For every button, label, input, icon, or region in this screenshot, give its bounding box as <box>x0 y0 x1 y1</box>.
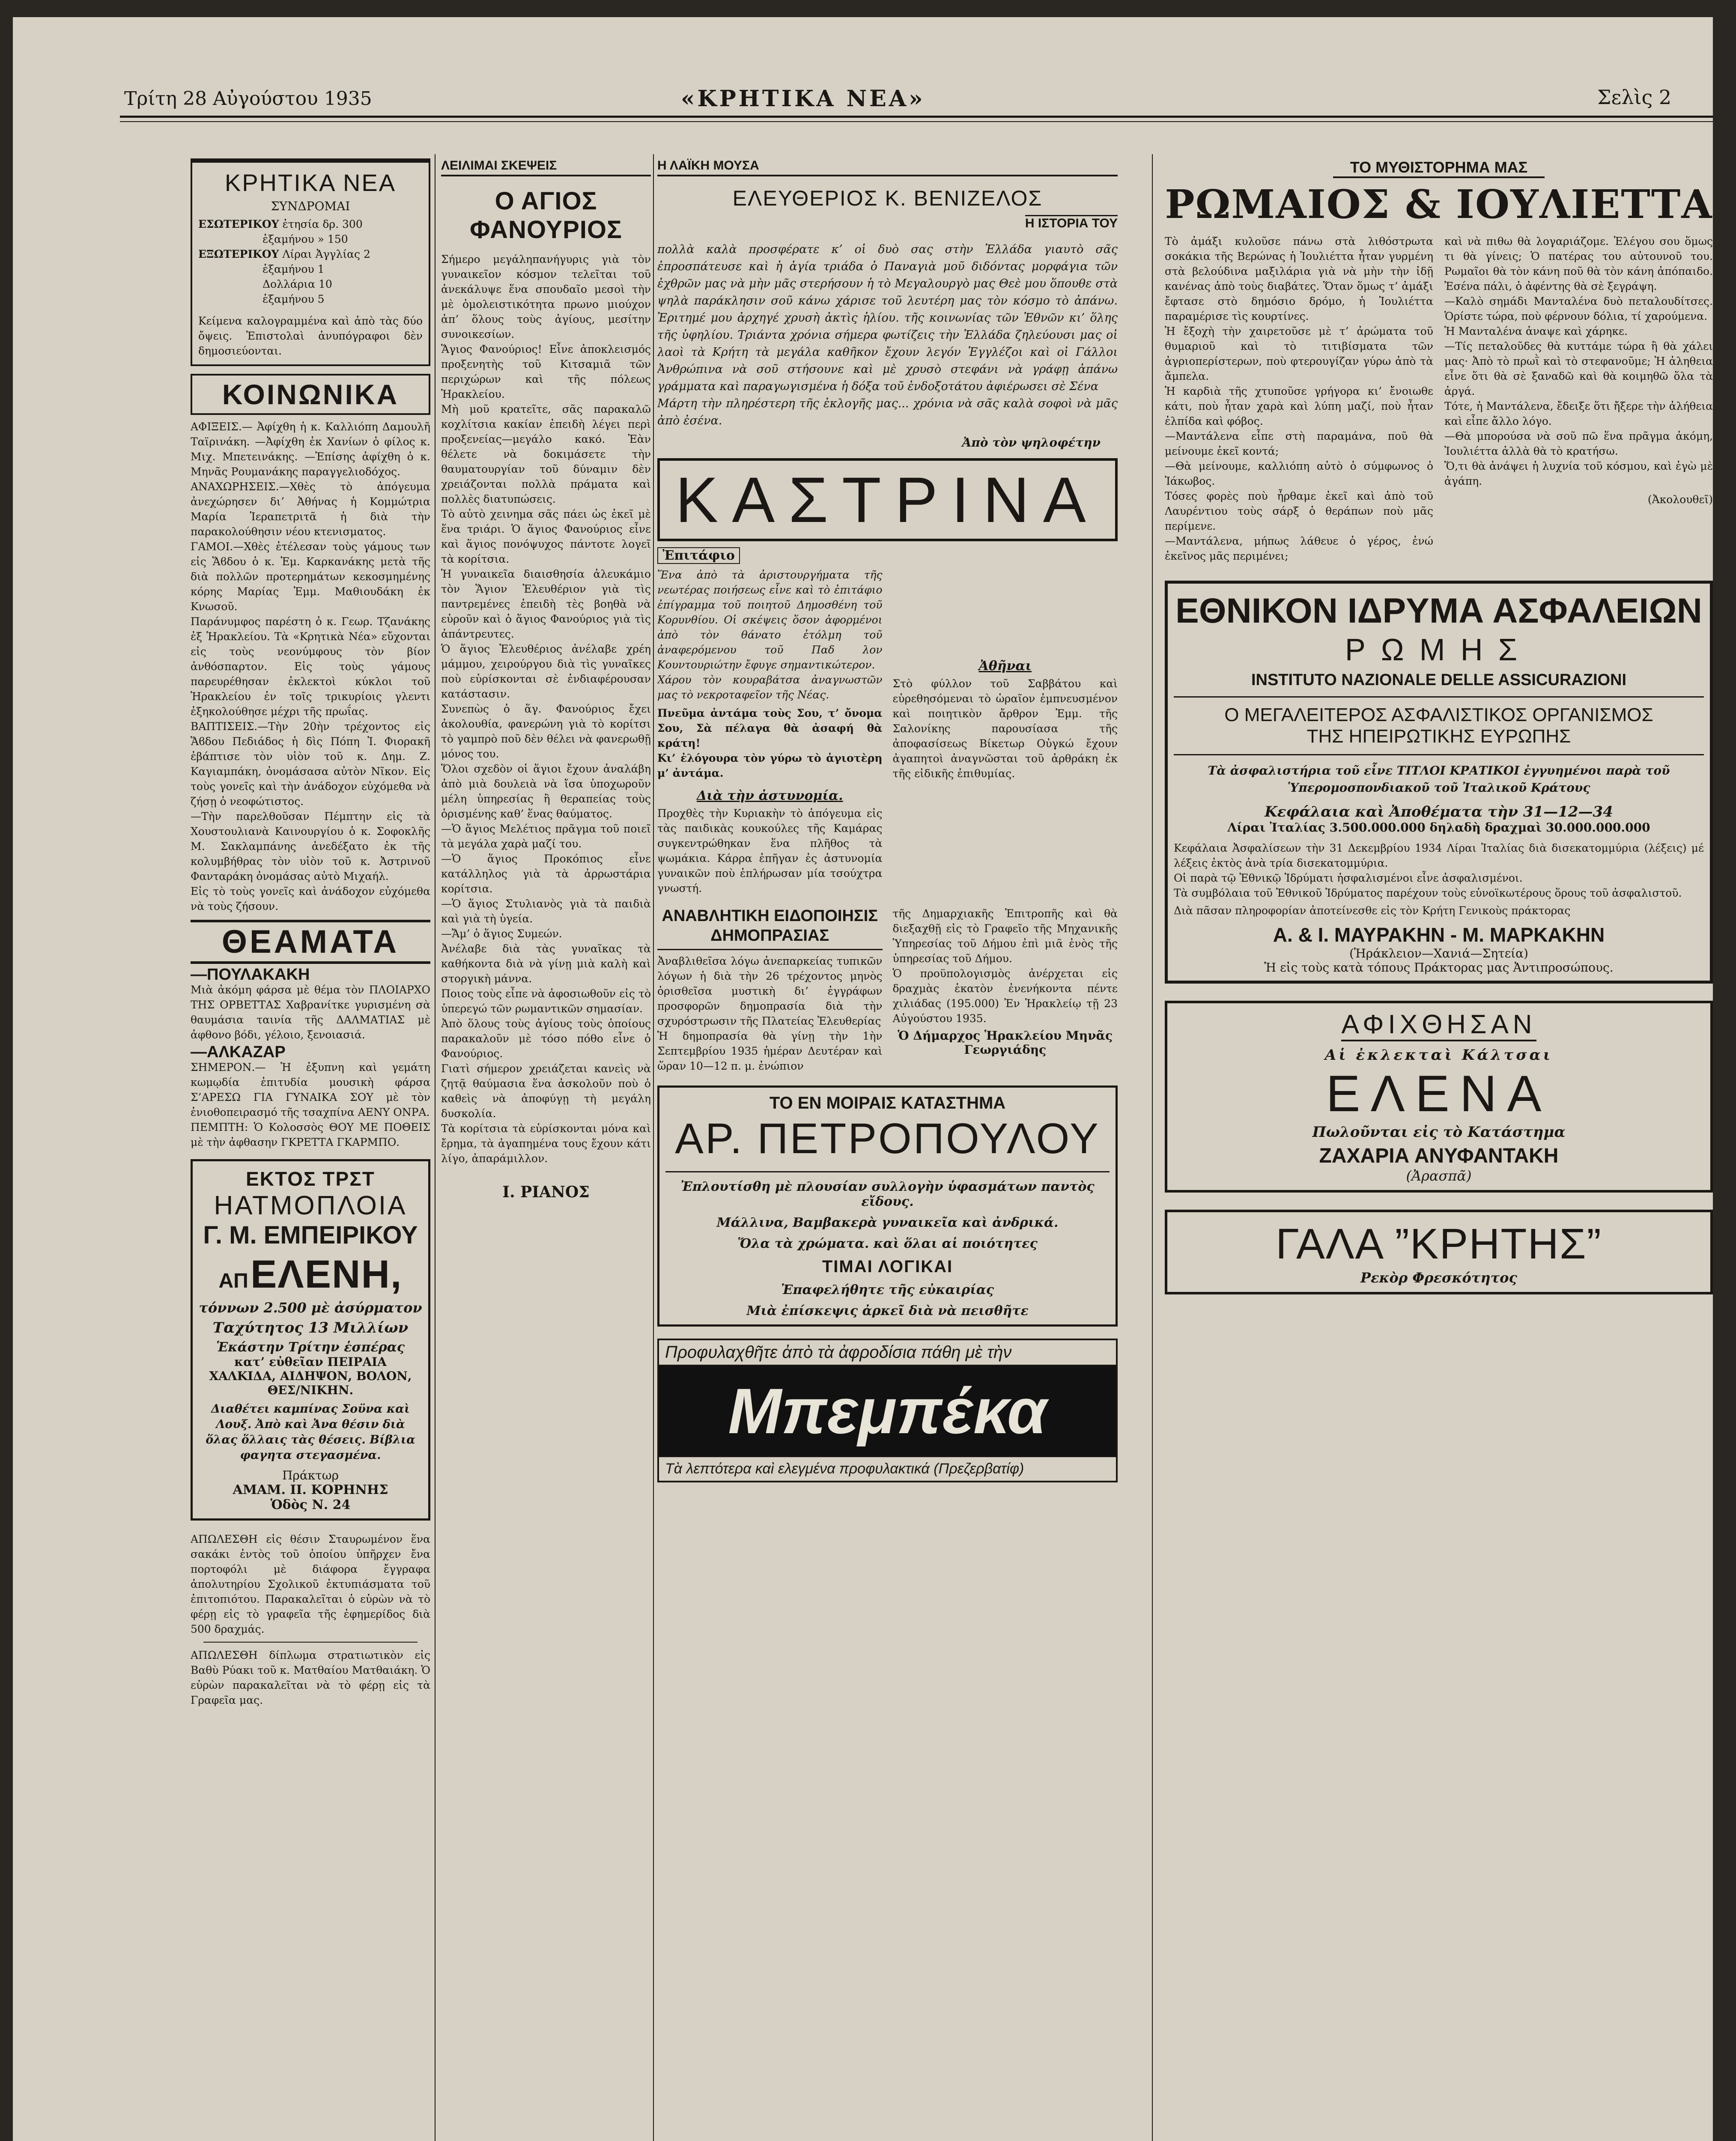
insurance-text-1: Τὰ ἀσφαλιστήρια τοῦ εἶνε ΤΙΤΛΟΙ ΚΡΑΤΙΚΟΙ ἐγγυημένοι παρὰ τοῦ Ὑπερομοσπονδιακοῦ τοῦ Ἰταλικοῦ Κράτους <box>1208 763 1670 795</box>
insurance-text-2: Κεφάλαια καὶ Ἀποθέματα τὴν 31—12—34 <box>1265 803 1613 820</box>
paragraph: —Ὁ ἅγιος Στυλιανὸς γιὰ τὰ παιδιὰ καὶ γιὰ τὴ ὑγεία. <box>441 898 651 925</box>
exterior-label: ΕΞΩΤΕΡΙΚΟΥ <box>198 248 279 260</box>
paragraph: Ἀνέλαβε διὰ τὰς γυναῖκας τὰ καθήκοντα διὰ νὰ γίνῃ μιὰ καλὴ καὶ στοργικὴ μάννα. <box>441 942 651 985</box>
divider <box>203 1642 418 1643</box>
column-4 <box>1165 158 1713 2141</box>
social-arrivals: ΑΦΙΞΕΙΣ.— Ἀφίχθη ἡ κ. Καλλιόπη Δαμουλῆ Ταϊρινάκη. —Ἀφίχθη ἐκ Χανίων ὁ φίλος κ. Μιχ. Μπετεινάκης. —Ἐπίσης ἀφίχθη ὁ κ. Μηνᾶς Ρουμανάκης παραγγελιοδόχος. <box>191 420 430 478</box>
stockings-brand: ΕΛΕΝΑ <box>1326 1065 1552 1122</box>
paragraph: Ἡ Μανταλένα ἀναψε καὶ χάρηκε. <box>1444 325 1628 337</box>
poem-title: ΕΛΕΥΘΕΡΙΟΣ Κ. ΒΕΝΙΖΕΛΟΣ <box>732 186 1043 210</box>
exterior-rate-4: ἑξαμήνου 5 <box>262 293 325 305</box>
paragraph: Συνεπὼς ὁ ἅγ. Φανούριος ἔχει ἀκολουθία, φανερώνη γιὰ τὸ κορίτσι τὸ γαμπρὸ ποῦ δὲν θέλει νὰ φανερωθῇ μόνος του. <box>441 703 651 760</box>
theater-listings <box>191 967 430 1150</box>
story-kicker: Η ΙΣΤΟΡΙΑ ΤΟΥ <box>1025 215 1118 233</box>
shop-line-2: Μάλλινα, Βαμβακερὰ γυναικεῖα καὶ ἀνδρικά. <box>716 1215 1059 1230</box>
ship-ad <box>191 1159 430 1521</box>
subscriptions-title: ΚΡΗΤΙΚΑ ΝΕΑ <box>224 169 397 196</box>
insurance-text-4: Κεφάλαια Ἀσφαλίσεων τὴν 31 Δεκεμβρίου 1934 Λίραι Ἰταλίας διὰ δισεκατομμύρια (λέξεις) μέ λέξεις ἐκτὸς ἀνὰ τρία δισεκατομμύρια. <box>1174 842 1704 869</box>
story-kicker-row <box>657 215 1118 233</box>
social-best-man: Παράνυμφος παρέστη ὁ κ. Γεωρ. Τζανάκης ἐξ Ἡρακλείου. Τὰ «Κρητικὰ Νέα» εὔχονται εἰς τοὺς νεονύμφους τὸν βίον ἀνθόσπαρτον. Εἰς τοὺς γάμους παρευρέθησαν ἐκλεκτοὶ κύκλοι τοῦ Ἡρακλείου ἐν τοῖς τρικυρίοις γλεντι ἐξηκολούθησε μέχρι τῆς πρωΐας. <box>191 615 430 718</box>
paragraph: —Θὰ μπορούσα νὰ σοῦ πῶ ἕνα πρᾶγμα ἀκόμη, Ἰουλιέττα ἀλλὰ θὰ τὸ κρατήσω. <box>1444 430 1713 457</box>
social-baptisms: ΒΑΠΤΙΣΕΙΣ.—Τὴν 20ὴν τρέχοντος εἰς Ἅϐδου Πεδιάδος ἡ δὶς Πόπη Ἰ. Φιορακῆ ἐβάπτισε τὸν υἱὸν τοῦ κ. Δημ. Ζ. Καγιαμπάκη, ὀνομάσασα αὐτὸν Νῖκον. Εἰς τοὺς γονεῖς καὶ τὴν ἀνάδοχον εὐχόμεθα νὰ ζήσῃ ὁ νεοφώτιστος. <box>191 720 430 808</box>
notice-row <box>657 906 1118 1073</box>
serial-body <box>1165 234 1713 564</box>
column-divider <box>653 154 654 2141</box>
shop-ad <box>657 1085 1118 1327</box>
paragraph: —Ὁ ἅγιος Μελέτιος πρᾶγμα τοῦ ποιεῖ τὰ μεγάλα χαρὰ μαζί του. <box>441 823 651 850</box>
shop-line-1: Ἐπλουτίσθη μὲ πλουσίαν συλλογὴν ὑφασμάτων παντὸς εἴδους. <box>680 1179 1095 1209</box>
kastrina-title-box <box>657 458 1118 541</box>
paragraph: Ἡ ἔξοχὴ τὴν χαιρετοῦσε μὲ τ’ ἀρώματα τοῦ θυμαριοῦ καὶ τὸ τιτιβίσματα τῶν ἀγριοπερίστερων, ποὺ φτερουγίζαν γύρω ἀπὸ τὰ ἄμπελα. <box>1165 325 1433 382</box>
serial-continued: (Ἀκολουθεῖ) <box>1647 493 1713 506</box>
venue-thursday-text: ΠΕΜΠΤΗ: Ὁ Κολοσσὸς ΘΟΥ ΜΕ ΠΟΘΕΙΣ μὲ τὴν ἀφθασην ΓΚΡΕΤΤΑ ΓΚΑΡΜΠΟ. <box>191 1121 430 1148</box>
kastrina-columns <box>657 547 1118 896</box>
venue-alkazar-text: ΣΗΜΕΡΟΝ.— Ἡ ἐξυπνη καὶ γεμάτη κωμῳδία ἐπιτυδία μουσικὴ φάρσα Σ’ΑΡΕΣΩ ΓΙΑ ΓΥΝΑΙΚΑ ΣΟΥ μὲ τὸν ἐνιοθοπειρασμό τῆς τσαχπίνα ΑΕΝΥ ΟΝΡΑ. <box>191 1061 430 1118</box>
divider <box>1174 696 1704 698</box>
notice-title: ΑΝΑΒΛΗΤΙΚΗ ΕΙΔΟΠΟΙΗΣΙΣ ΔΗΜΟΠΡΑΣΙΑΣ <box>657 906 883 950</box>
ship-name: ΑΠ ΕΛΕΝΗ, <box>218 1252 403 1296</box>
ship-ad-line-3: Γ. Μ. ΕΜΠΕΙΡΙΚΟΥ <box>203 1221 418 1249</box>
paragraph: Ποιος τοὺς εἶπε νὰ ἀφοσιωθοῦν εἰς τὸ ὑπερεγώ τῶν ρωμαντικῶν σημασίαν. <box>441 987 651 1015</box>
exterior-rate-3: Δολλάρια 10 <box>262 278 332 290</box>
insurance-ad <box>1165 581 1713 984</box>
venue-alkazar: —ΑΛΚΑΖΑΡ <box>191 1043 286 1061</box>
shop-line-4: ΤΙΜΑΙ ΛΟΓΙΚΑΙ <box>822 1257 953 1276</box>
social-news <box>191 419 430 914</box>
police-heading: Διὰ τὴν ἀστυνομία. <box>696 788 843 803</box>
notice-text-e: Ἡ δημοπρασία θὰ γίνῃ τὴν 1ὴν Σεπτεμβρίου 1935 ἡμέραν Δευτέραν καὶ ὥραν 10—12 π. μ. ἐνώπιον <box>657 1030 883 1072</box>
epitaph-text-2: Χάρου τὸν κουραβάτσα ἀναγνωστῶν μας τὸ νεκροταφεῖον τῆς Νέας. <box>657 674 883 701</box>
ship-features: Διαθέτει καμπίνας Σοϋνα καὶ Λουξ. Ἀπὸ καὶ Ἀνα θέσιν διὰ ὅλας ὅλλαις τὰς θέσεις. Βίβλια φαγητα στεγασμένα. <box>206 1402 415 1462</box>
exterior-rate-1: Λίραι Ἀγγλίας 2 <box>282 248 370 260</box>
insurance-agents: Α. & Ι. ΜΑΥΡΑΚΗΝ - Μ. ΜΑΡΚΑΚΗΝ <box>1273 924 1605 946</box>
serial-col-left <box>1165 234 1433 564</box>
header-rule <box>120 116 1713 118</box>
paragraph: Ἅγιος Φανούριος! Εἶνε ἀποκλεισμός προξενητὴς τοῦ Κιτσαμιᾶ τῶν περιχώρων καὶ τῆς πόλεως Ἡρακλείου. <box>441 343 651 400</box>
paragraph: Σήμερο μεγάληπανήγυρις γιὰ τὸν γυναικεῖον κόσμον τελεῖται τοῦ ἀνεκάλυψε ἕνα σπουδαῖο μεσοὶ τὴν μὲ ὁμολειστικότητα πρωνο μιούχον ἀπ’ ὅλους τοὺς ἁγίους, μεσίτην συνοικεσίων. <box>441 253 651 340</box>
beer-top: Προφυλαχθῆτε ἀπὸ τὰ ἀφροδίσια πάθη μὲ τὴν <box>659 1340 1116 1366</box>
ship-schedule: Ἑκάστην Τρίτην ἑσπέρας <box>216 1340 405 1355</box>
shop-kicker: ΤΟ ΕΝ ΜΟΙΡΑΙΣ ΚΑΤΑΣΤΗΜΑ <box>769 1094 1006 1112</box>
paragraph: —Τίς πεταλοῦδες θὰ κυττάμε τώρα ἢ θὰ χάλει μας· Ἀπὸ τὸ πρωῒ καὶ τὸ στεφανοῦμε; Ἡ ἀληθεια εἶνε ὅτι θὰ σὲ ξαναδῶ καὶ θὰ κοιμηθῶ ὅλα τὰ ἀργά. <box>1444 340 1713 397</box>
divider <box>1174 754 1704 755</box>
ship-agent: ΑΜΑΜ. ΙΙ. ΚΟΡΗΝΗΣ <box>233 1482 388 1497</box>
insurance-slogan-1: Ο ΜΕΓΑΛΕΙΤΕΡΟΣ ΑΣΦΑΛΙΣΤΙΚΟΣ ΟΡΓΑΝΙΣΜΟΣ <box>1224 704 1653 725</box>
ship-direct: κατ’ εὐθεῖαν ΠΕΙΡΑΙΑ <box>234 1355 387 1369</box>
kastrina-right <box>893 547 1118 896</box>
divider <box>665 1171 1110 1172</box>
insurance-italian: INSTITUTO NAZIONALE DELLE ASSICURAZIONI <box>1251 671 1627 689</box>
shop-name: ΑΡ. ΠΕΤΡΟΠΟΥΛΟΥ <box>675 1115 1100 1163</box>
page-header <box>13 17 1713 124</box>
subscription-rates <box>198 217 423 307</box>
notice-text-a: Ἀναβλιθεῖσα λόγω ἀνεπαρκείας τυπικῶν λόγων ἡ διὰ τὴν 26 τρέχοντος μηνὸς ὁρισθεῖσα μυστικὴ δι’ ἐγγράφων προσφορῶν δημοπρασία διὰ τὴν σχυρόστρωσιν τῆς Πλατείας Ἐλευθερίας <box>657 955 883 1027</box>
interior-label: ΕΣΩΤΕΡΙΚΟΥ <box>198 218 279 230</box>
shop-line-6: Μιὰ ἐπίσκεψις ἀρκεῖ διὰ νὰ πεισθῆτε <box>746 1303 1029 1318</box>
insurance-text-6: Τὰ συμβόλαια τοῦ Ἐθνικοῦ Ἰδρύματος παρέχουν τοὺς εὐνοϊκωτέρους ὅρους τοῦ ἀσφαλιστοῦ. <box>1174 887 1682 899</box>
notice-right <box>893 906 1118 1073</box>
notice-text-c: Ὁ προϋπολογισμὸς ἀνέρχεται εἰς δραχμὰς ἑκατὸν ἐνενήκοντα πέντε χιλιάδας (195.000) Ἐν Ἡρακλείῳ τῇ 23 Αὐγούστου 1935. <box>892 967 1118 1025</box>
column-divider <box>1152 154 1153 2141</box>
paragraph: —Μαντάλενα εἶπε στὴ παραμάνα, ποῦ θὰ μείνουμε ἐκεῖ κοντά; <box>1165 430 1433 457</box>
paragraph: Ὅλοι σχεδὸν οἱ ἅγιοι ἔχουν ἀναλάβη ἀπὸ μιὰ δουλειὰ νὰ ἴσα ὑποχωροῦν μέλη ὑπηρεσίας ἢ θεραπείας τοὺς ὁρισμένης καθ’ ἕνας θαύματος. <box>441 763 651 820</box>
epitaph-verse-2: Κι’ ἐλόγουρα τὸν γύρω τὸ ἁγιοτὲρη μ’ ἀντάμα. <box>657 752 883 779</box>
subscriptions-box <box>191 158 430 366</box>
insurance-text-7: Διὰ πᾶσαν πληροφορίαν ἀποτείνεσθε εἰς τὸν Κρήτη Γενικοὺς πράκτορας <box>1174 904 1571 917</box>
kastrina-title: ΚΑΣΤΡΙΝΑ <box>675 464 1100 536</box>
beer-brand: Μπεμπέκα <box>659 1366 1116 1456</box>
epitaph-text: Ἕνα ἀπὸ τὰ ἀριστουργήματα τῆς νεωτέρας ποιήσεως εἶνε καὶ τὸ ἐπιτάφιο ἐπίγραμμα τοῦ ποιητοῦ Δημοσθένη τοῦ Κορυνθίου. Οἱ σκέψεις ὅσον ἀφορμένοι ἀπὸ τὸν θάνατο ἐτόλμη τοῦ ἀναφερόμενου τοῦ Παδ λον Κουντουριώτην ἔφυγε σημαντικώτερον. <box>657 569 883 671</box>
ship-street: Ὁδὸς Ν. 24 <box>270 1497 351 1512</box>
article-signature: Ι. ΡΙΑΝΟΣ <box>502 1183 590 1201</box>
beer-bottom: Τὰ λεπτότερα καὶ ελεγμένα προφυλακτικά (Πρεζερβατίφ) <box>659 1456 1116 1481</box>
interior-rate-2: ἑξαμήνου » 150 <box>262 233 348 245</box>
venue-poulakaki-text: Μιὰ ἀκόμη φάρσα μὲ θέμα τὸν ΠΛΟΙΑΡΧΟ ΤΗΣ ΟΡΒΕΤΤΑΣ Χαβρανίτκε γυρισμένη σὰ θαυμάσια ταινία τῆς ΔΑΛΜΑΤΙΑΣ μὲ ἀφθονο βόδι, γέλοιο, ξενοιασιά. <box>191 984 430 1041</box>
theater-title-box <box>191 920 430 964</box>
insurance-title: ΕΘΝΙΚΟΝ ΙΔΡΥΜΑ ΑΣΦΑΛΕΙΩΝ <box>1175 591 1702 630</box>
paragraph: Τὰ κορίτσια τὰ εὑρίσκονται μόνα καὶ ἔρημα, τὰ ἀγαπημένα τους ἔχουν κάτι λίγο, ἀπαράμιλλον. <box>441 1122 651 1165</box>
insurance-city: ΡΩΜΗΣ <box>1345 633 1533 667</box>
interior-rate-1: ἐτησία δρ. 300 <box>282 218 363 230</box>
issue-date: Τρίτη 28 Αὐγούστου 1935 <box>124 88 372 110</box>
venue-poulakaki: —ΠΟΥΛΑΚΑΚΗ <box>191 966 310 984</box>
ship-stops: ΧΑΛΚΙΔΑ, ΑΙΔΗΨΟΝ, ΒΟΛΟΝ, ΘΕΣ/ΝΙΚΗΝ. <box>209 1369 412 1397</box>
epitaph-label: Ἐπιτάφιο <box>657 547 740 564</box>
column-kicker: ΛΕΙΛΙΜΑΙ ΣΚΕΨΕΙΣ <box>441 158 651 176</box>
paragraph: Γιατὶ σήμερον χρειάζεται κανεὶς νὰ ζητᾷ θαύμασια ἕνα ἀσκολοῦν ποὺ ὁ καθεὶς νὰ ἀποφύγῃ τὴ μεγάλη δυσκολία. <box>441 1062 651 1120</box>
paragraph: Τόσες φορὲς ποὺ ἦρθαμε ἐκεῖ καὶ ἀπὸ τοῦ Λαυρέντιου τοὺς σάρξ ὁ θεράπων ποὺ μᾶς περίμενε. <box>1165 490 1433 532</box>
ship-ad-line-1: ΕΚΤΟΣ ΤΡΣΤ <box>246 1168 375 1190</box>
lost-notices <box>191 1532 430 1708</box>
insurance-local-agents: Ἡ εἰς τοὺς κατὰ τόπους Πράκτορας μας Ἀντιπροσώπους. <box>1264 960 1614 975</box>
serial-title: ΡΩΜΑΙΟΣ & ΙΟΥΛΙΕΤΤΑ <box>1165 181 1713 227</box>
police-text: Προχθὲς τὴν Κυριακὴν τὸ ἀπόγευμα εἰς τὰς παιδικὰς κουκούλες τῆς Καμάρας συγκεντρώθηκαν ἕνα πλῆθος τὰ ψωμάκια. Κάρρα ἐπῆγαν ἐς ἀστυνομία γυναικῶν ποὺ ἐπλήρωσαν μία τσούχτρα γνωστή. <box>657 807 883 895</box>
shop-line-3: Ὅλα τὰ χρώματα. καὶ ὅλαι αἱ ποιότητες <box>737 1236 1038 1251</box>
insurance-cities: (Ἡράκλειον—Χανιά—Σητεία) <box>1349 946 1528 960</box>
poem-body: πολλὰ καλὰ προσφέρατε κ’ οἱ δυὸ σας στὴν Ἑλλάδα γιαυτὸ σᾶς ἐπροσπάτευσε καὶ ἡ ἁγία τριάδα ὁ Παναγιὰ μοῦ διδόντας μορφάγια τῶν ἐχθρῶν μας νὰ μὴν μᾶς στερήσουν ἡ τὸ Μεγαλουργὸ μας Θεὲ μου ὅπουθε στὰ ψηλὰ παράκλησιν σοῦ κάνω χάρισε τοῦ λευτέρη μας τὸν κόσμο τὸ ἀπάνω. Ἐριτημέ μου ἀρχηγέ χρυσὴ ἀκτὶς ἡλίου. τῆς κοινωνίας τῶν Ἐθνῶν κι’ ὅλης τῆς ὑφηλίου. Τριάντα χρόνια σήμερα φωτίζεις τὴν Ἑλλάδα ζηλεύουσι μας οἱ λαοὶ τὰ Κρήτη τὰ μεγάλα καθῆκον ἔχουν λεγόν Ἐγγλέζοι καὶ οἱ Γάλλοι Ἀνθρώπινα νὰ σοῦ στήσουνε καὶ μὲ χρυσὸ στεφάνι νὰ γράφῃ ἀπάνω γράμματα καὶ παραγωγισμένα ἡ δόξα τοῦ ἐνδοξοτάτου ἀφιέρωσει σὲ Σένα <box>657 243 1118 393</box>
serial-kicker-row <box>1165 158 1713 178</box>
insurance-slogan-2: ΤΗΣ ΗΠΕΙΡΩΤΙΚΗΣ ΕΥΡΩΠΗΣ <box>1306 726 1571 747</box>
insurance-text-3: Λίραι Ἰταλίας 3.500.000.000 δηλαδὴ δραχμαὶ 30.000.000.000 <box>1227 820 1650 835</box>
ship-tonnage: τόννων 2.500 μὲ ἀσύρματον <box>199 1300 422 1316</box>
social-title: ΚΟΙΝΩΝΙΚΑ <box>222 379 399 410</box>
paragraph: Ἡ καρδιὰ τῆς χτυποῦσε γρήγορα κι’ ἔνοιωθε κάτι, ποὺ ἦταν χαρὰ καὶ λύπη μαζί, ποὺ ἦταν ἐλπίδα καὶ φόβος. <box>1165 385 1433 427</box>
poem-end: Μάρτη τὴν πληρέστερη τῆς ἐκλογῆς μας... χρόνια νὰ σᾶς καλὰ σοφοὶ νὰ μᾶς ἀπὸ ἐσένα. <box>657 397 1118 427</box>
subscriptions-subtitle: ΣΥΝΔΡΟΜΑΙ <box>271 199 350 213</box>
stockings-location: (Ἀρασπᾶ) <box>1406 1168 1472 1184</box>
poem-signature: Ἀπὸ τὸν ψηλοφέτην <box>962 435 1101 450</box>
stockings-sold-at: Πωλοῦνται εἰς τὸ Κατάστημα <box>1312 1124 1566 1141</box>
paragraph: Ἀπὸ ὅλους τοὺς ἁγίους τοὺς ὁποίους παρακαλοῦν μὲ τόσο πόθο εἶνε ὁ Φανούριος. <box>441 1017 651 1060</box>
column-kicker: Η ΛΑΪΚΗ ΜΟΥΣΑ <box>657 158 1118 176</box>
column-3 <box>657 158 1118 2141</box>
paragraph: —Καλὸ σημάδι Μανταλένα δυὸ πεταλουδίτσες. Ὁρίστε τώρα, ποὺ φέρνουν δόλια, τί χαρούμενα. <box>1444 295 1713 322</box>
notice-text-b: τῆς Δημαρχιακῆς Ἐπιτροπῆς καὶ θὰ διεξαχθῇ εἰς τὸ Γραφεῖο τῆς Μηχανικῆς Ὑπηρεσίας τοῦ Δήμου ἐπὶ μιᾶ ἐνὸς τῆς ὑπηρεσίας τοῦ Δήμου. <box>892 907 1118 965</box>
theater-title: ΘΕΑΜΑΤΑ <box>221 924 400 960</box>
notice-left <box>657 906 883 1073</box>
milk-ad <box>1165 1210 1713 1294</box>
paragraph: —Μαντάλενα, μήπως λάθευε ὁ γέρος, ἐνώ ἐκεῖνος μᾶς περιμένει; <box>1165 535 1433 562</box>
paragraph: Τὸ αὐτὸ χεινημα σᾶς πάει ὡς ἐκεῖ μὲ ἕνα τριάρι. Ὁ ἅγιος Φανούριος εἶνε καὶ ἅγιος πονόψυχος πάντοτε λογεῖ τὰ κορίτσια. <box>441 508 651 565</box>
paragraph: —Ἄμ’ ὁ ἅγιος Συμεών. <box>441 927 562 940</box>
paragraph: —Θὰ μείνουμε, καλλιόπη αὐτὸ ὁ σύμφωνος ὁ Ἰάκωβος. <box>1165 460 1433 487</box>
lost-notice-1: ΑΠΩΛΕΣΘΗ εἰς θέσιν Σταυρωμένον ἕνα σακάκι ἐντὸς τοῦ ὁποίου ὑπῆρχεν ἔνα πορτοφόλι μὲ διάφορα ἔγγραφα ἀπολυτηρίου Σχολικοῦ ἐκτυπιάσματα τοῦ ἐπιτοπιότου. Παρακαλεῖται ὁ εὑρὼν νὰ τὸ φέρῃ εἰς τὸ γραφεῖα τῆς ἐφημερίδος διὰ 500 δραχμάς. <box>191 1533 430 1635</box>
article-body <box>441 252 651 1166</box>
ship-speed: Ταχύτητος 13 Μιλλίων <box>212 1319 409 1336</box>
header-rule-thin <box>120 121 1713 122</box>
page-number: Σελὶς 2 <box>1597 86 1672 109</box>
shop-line-5: Ἐπαφελήθητε τῆς εὐκαιρίας <box>781 1282 994 1297</box>
social-departures: ΑΝΑΧΩΡΗΣΕΙΣ.—Χθὲς τὸ ἀπόγευμα ἀνεχώρησεν διʼ Ἀθήνας ἡ Κομμώτρια Μαρία Ἱεραπετριτᾶ ἡ διὰ τὴν παρακολούθησιν νέου κτενισματος. <box>191 480 430 538</box>
stockings-subtitle: Αἱ ἐκλεκταὶ Κάλτσαι <box>1324 1047 1553 1064</box>
athens-text: Στὸ φύλλον τοῦ Σαββάτου καὶ εὑρεθησόμεναι τὸ ὡραῖον ἐμπνευσμένον καὶ ποιητικὸν ἄρθρον Ἐμμ. τῆς Σαλονίκης παρουσίασα τῆς ἀποφασίσεως Βίκετωρ Οὐγκώ ἔχουν ἀγαπητοὶ ἀναγνῶσται τοῦ ἀρθράκη ἐκ τῆς εἰδικῆς ἐπιθυμίας. <box>892 677 1118 780</box>
stockings-arrived: ΑΦΙΧΘΗΣΑΝ <box>1341 1009 1536 1041</box>
athens-heading: Ἀθῆναι <box>978 659 1032 674</box>
ship-agent-title: Πράκτωρ <box>282 1468 339 1482</box>
serial-kicker: ΤΟ ΜΥΘΙΣΤΟΡΗΜΑ ΜΑΣ <box>1333 158 1545 178</box>
milk-slogan: Ρεκὸρ Φρεσκότητος <box>1360 1270 1517 1286</box>
social-weddings: ΓΑΜΟΙ.—Χθὲς ἐτέλεσαν τοὺς γάμους των εἰς Ἅϐδου ὁ κ. Ἐμ. Καρκανάκης μετὰ τῆς διὰ πολλῶν προτερημάτων κεκοσμημένης κόρης Μαρίας Ἐμμ. Μαθιουδάκη ἐκ Κνωσοῦ. <box>191 540 430 613</box>
paragraph: —Ὁ ἅγιος Προκόπιος εἶνε κατάλληλος γιὰ τὰ ἀρρωστάρια κορίτσια. <box>441 853 651 895</box>
masthead: «ΚΡΗΤΙΚΑ ΝΕΑ» <box>681 86 925 112</box>
beer-ad <box>657 1339 1118 1482</box>
social-title-box <box>191 374 430 415</box>
newspaper-page <box>13 17 1713 2141</box>
kastrina-left <box>657 547 883 896</box>
insurance-text-5: Οἱ παρὰ τῷ Ἐθνικῷ Ἰδρύματι ἠσφαλισμένοι εἶνε ἀσφαλισμένοι. <box>1174 872 1523 884</box>
social-wishes: Εἰς τὸ τοὺς γονεῖς καὶ ἀνάδοχον εὐχόμεθα νὰ τοὺς ζήσουν. <box>191 885 430 912</box>
column-1 <box>191 158 430 2141</box>
subscriptions-note: Κείμενα καλογραμμένα καὶ ἀπὸ τὰς δύο ὄψεις. Ἐπιστολαὶ ἀνυπόγραφοι δὲν δημοσιεύονται. <box>198 315 423 357</box>
stockings-shop: ΖΑΧΑΡΙΑ ΑΝΥΦΑΝΤΑΚΗ <box>1319 1145 1559 1167</box>
paragraph: Ὅ,τι θὰ ἀνάψει ἡ λυχνία τοῦ κόσμου, καὶ ἐγὼ μὲ ἀγάπη. <box>1444 460 1713 487</box>
paragraph: Ὁ ἅγιος Ἐλευθέριος ἀνέλαβε χρέη μάμμου, χειρούργου διὰ τὶς γυναῖκες ποὺ εὑρίσκονται σὲ ἐνδιαφέρουσαν κατάστασιν. <box>441 643 651 700</box>
exterior-rate-2: ἑξαμήνου 1 <box>262 263 325 275</box>
article-title: Ο ΑΓΙΟΣ ΦΑΝΟΥΡΙΟΣ <box>470 187 622 244</box>
lost-notice-2: ΑΠΩΛΕΣΘΗ δίπλωμα στρατιωτικὸν εἰς Βαθὺ Ρύακι τοῦ κ. Ματθαίου Ματθαιάκη. Ὁ εὑρὼν παρακαλεῖται νὰ τὸ φέρῃ εἰς τὰ Γραφεῖα μας. <box>191 1649 430 1706</box>
notice-signature: Ὁ Δήμαρχος Ἡρακλείου Μηνᾶς Γεωργιάδης <box>898 1029 1113 1057</box>
paragraph: καὶ νὰ πιθω θὰ λογαριάζομε. Ἐλέγου σου ὅμως τι θὰ γίνεις; Ὁ πατέρας του αὐτουνοῦ του. Ρωμαῖοι θὰ τὸν κάνη ποῦ θὰ τὸν κάνη ἀπόπαιδο. Ἐσένα πάλι, ὁ ἀφέντης θὰ σὲ ξεγράψη. <box>1444 235 1713 292</box>
social-baptism-2: —Τὴν παρελθοῦσαν Πέμπτην εἰς τὰ Χουστουλιανὰ Καινουργίου ὁ κ. Σοφοκλῆς Μ. Σακλαμπάνης ἀνεδέξατο ἐκ τῆς κολυμβήθρας τὸν υἱὸν τοῦ κ. Ἀστρινοῦ Φανταράκη ὀνομάσας αὐτὸ Μιχαήλ. <box>191 810 430 883</box>
ship-ad-line-2: ΗΑΤΜΟΠΛΟΙΑ <box>214 1191 407 1220</box>
serial-col-right <box>1444 234 1713 564</box>
stockings-ad <box>1165 1001 1713 1193</box>
column-2 <box>441 158 651 2141</box>
paragraph: Τότε, ἡ Μαντάλενα, ἔδειξε ὅτι ἤξερε τὴν ἀλήθεια καὶ εἶπε ἄλλο λόγο. <box>1444 400 1713 427</box>
paragraph: Μὴ μοῦ κρατεῖτε, σᾶς παρακαλῶ κοχλίτσια κακίαν ἐπειδὴ λέγει περὶ προξενείας—μεγάλο κακό. Ἐὰν θέλετε νὰ δοκιμάσετε τὴν θαυματουργίαν τοῦ δύναμιν δὲν χρειάζονται πολλὰ πράματα καὶ πολλὲς διατυπώσεις. <box>441 403 651 505</box>
epitaph-verse-1: Πνεῦμα ἀντάμα τοὺς Σου, τ’ ὄνομα Σου, Σὰ πέλαγα θὰ ἀσαφή θὰ κράτη! <box>657 707 883 749</box>
milk-brand: ΓΑΛΑ ”ΚΡΗΤΗΣ” <box>1276 1220 1602 1268</box>
paragraph: Τὸ ἀμάξι κυλοῦσε πάνω στὰ λιθόστρωτα σοκάκια τῆς Βερώνας ἡ Ἰουλιέττα ἦταν γυρμένη στὰ βελούδινα μαξιλάρια γιὰ νὰ μὴν τὴν ἰδῇ κανένας ἀπὸ τοὺς διαβάτες. Ὅταν ὅμως τ’ ἀμάξι ἔφτασε στὸ δημόσιο δρόμο, ἡ Ἰουλιέττα παραμέρισε τὶς κουρτίνες. <box>1165 235 1433 322</box>
paragraph: Ἡ γυναικεῖα διαισθησία ἀλευκάμιο τὸν Ἅγιον Ἐλευθέριον γιὰ τὶς παντρεμένες ἐπειδὴ τὲς βοηθὰ νὰ εὑροῦν καὶ ὁ ἅγιος Φανούριος γιὰ τὶς ἀπάντρευτες. <box>441 568 651 640</box>
